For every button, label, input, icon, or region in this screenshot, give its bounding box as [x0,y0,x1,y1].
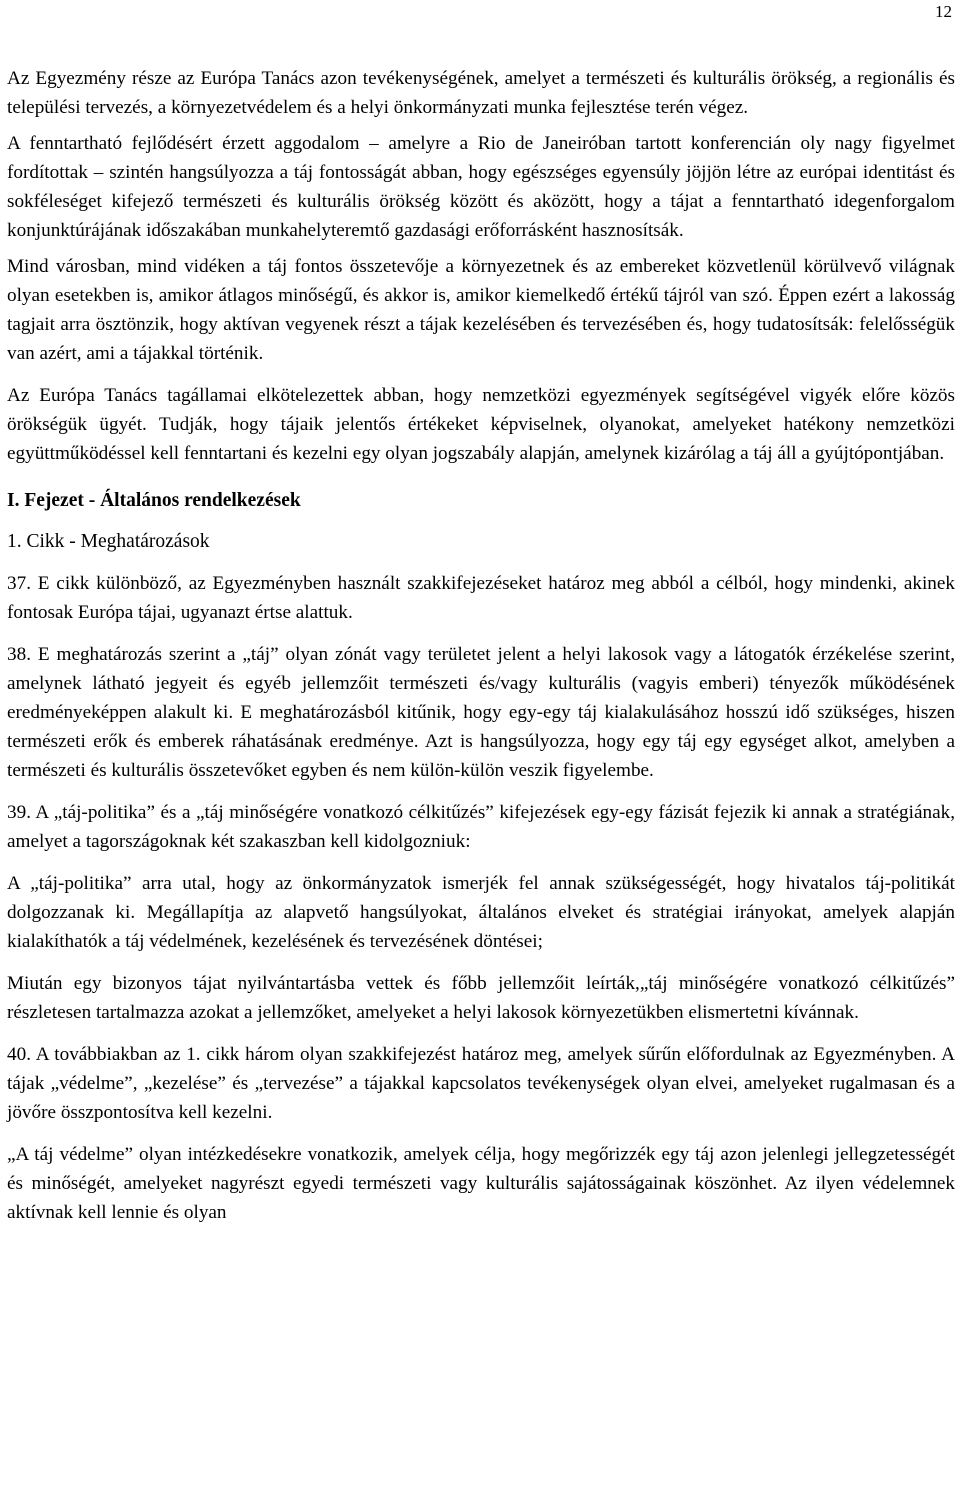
article-paragraph-38: 38. E meghatározás szerint a „táj” olyan zónát vagy területet jelent a helyi lakosok vagy a látogatók érzékelése szerint, amelynek látható jegyeit és egyéb jellemzőit természeti és/vagy kulturális (vagyis emberi) tényezők működésének eredményeképpen alakult ki. E meghatározásból kitűnik, hogy egy-egy táj kialakulásához hosszú idő szükséges, hiszen természeti erők és emberek ráhatásának eredménye. Azt is hangsúlyozza, hogy egy táj egy egységet alkot, amelyben a természeti és kulturális összetevőket egyben és nem külön-külön veszik figyelembe. [7,644,955,781]
page-number: 12 [935,2,952,21]
chapter-heading: I. Fejezet - Általános rendelkezések [7,490,301,511]
quality-objective-paragraph: Miután egy bizonyos tájat nyilvántartásba vettek és főbb jellemzőit leírták,„táj minőségére vonatkozó célkitűzés” részletesen tartalmazza azokat a jellemzőket, amelyeket a helyi lakosok környezetükben elismertetni kívánnak. [7,973,955,1023]
article-subheading: 1. Cikk - Meghatározások [7,531,210,552]
policy-paragraph: A „táj-politika” arra utal, hogy az önkormányzatok ismerjék fel annak szükségességét, hogy hivatalos táj-politikát dolgozzanak ki. Megállapítja az alapvető hangsúlyokat, általános elveket és stratégiai irányokat, amelyek alapján kialakíthatók a táj védelmének, kezelésének és tervezésének döntései; [7,873,955,952]
intro-paragraph-4: Az Európa Tanács tagállamai elkötelezettek abban, hogy nemzetközi egyezmények segítségével vigyék előre közös örökségük ügyét. Tudják, hogy tájaik jelentős értékeket képviselnek, olyanokat, amelyeket hatékony nemzetközi együttműködéssel kell fenntartani és kezelni egy olyan jogszabály alapján, amelynek kizárólag a táj áll a gyújtópontjában. [7,385,955,464]
article-paragraph-39: 39. A „táj-politika” és a „táj minőségére vonatkozó célkitűzés” kifejezések egy-egy fázisát fejezik ki annak a stratégiának, amelyet a tagországoknak két szakaszban kell kidolgozniuk: [7,802,955,852]
intro-paragraph-1: Az Egyezmény része az Európa Tanács azon tevékenységének, amelyet a természeti és kulturális örökség, a regionális és települési tervezés, a környezetvédelem és a helyi önkormányzati munka fejlesztése terén végez. [7,68,955,118]
article-paragraph-37: 37. E cikk különböző, az Egyezményben használt szakkifejezéseket határoz meg abból a célból, hogy mindenki, akinek fontosak Európa tájai, ugyanazt értse alattuk. [7,573,955,623]
intro-paragraph-2: A fenntartható fejlődésért érzett aggodalom – amelyre a Rio de Janeiróban tartott konferencián oly nagy figyelmet fordítottak – szintén hangsúlyozza a táj fontosságát abban, hogy egészséges egyensúly jöjjön létre az európai identitást és sokféleséget kifejező természeti és kulturális örökség között és aközött, hogy a tájat a fenntartható idegenforgalom konjunktúrájának időszakában munkahelyteremtő gazdasági erőforrásként hasznosítsák. [7,133,955,241]
intro-paragraph-3: Mind városban, mind vidéken a táj fontos összetevője a környezetnek és az embereket közvetlenül körülvevő világnak olyan esetekben is, amikor átlagos minőségű, és akkor is, amikor kiemelkedő értékű tájról van szó. Éppen ezért a lakosság tagjait arra ösztönzik, hogy aktívan vegyenek részt a tájak kezelésében és tervezésében és, hogy tudatosítsák: felelősségük van azért, ami a tájakkal történik. [7,256,955,364]
protection-paragraph: „A táj védelme” olyan intézkedésekre vonatkozik, amelyek célja, hogy megőrizzék egy táj azon jelenlegi jellegzetességét és minőségét, amelyeket nagyrészt egyedi természeti vagy kulturális sajátosságainak köszönhet. Az ilyen védelemnek aktívnak kell lennie és olyan [7,1144,955,1223]
document-body [7,64,955,1227]
article-paragraph-40: 40. A továbbiakban az 1. cikk három olyan szakkifejezést határoz meg, amelyek sűrűn előfordulnak az Egyezményben. A tájak „védelme”, „kezelése” és „tervezése” a tájakkal kapcsolatos tevékenységek olyan elvei, amelyeket rugalmasan és a jövőre összpontosítva kell kezelni. [7,1044,955,1123]
